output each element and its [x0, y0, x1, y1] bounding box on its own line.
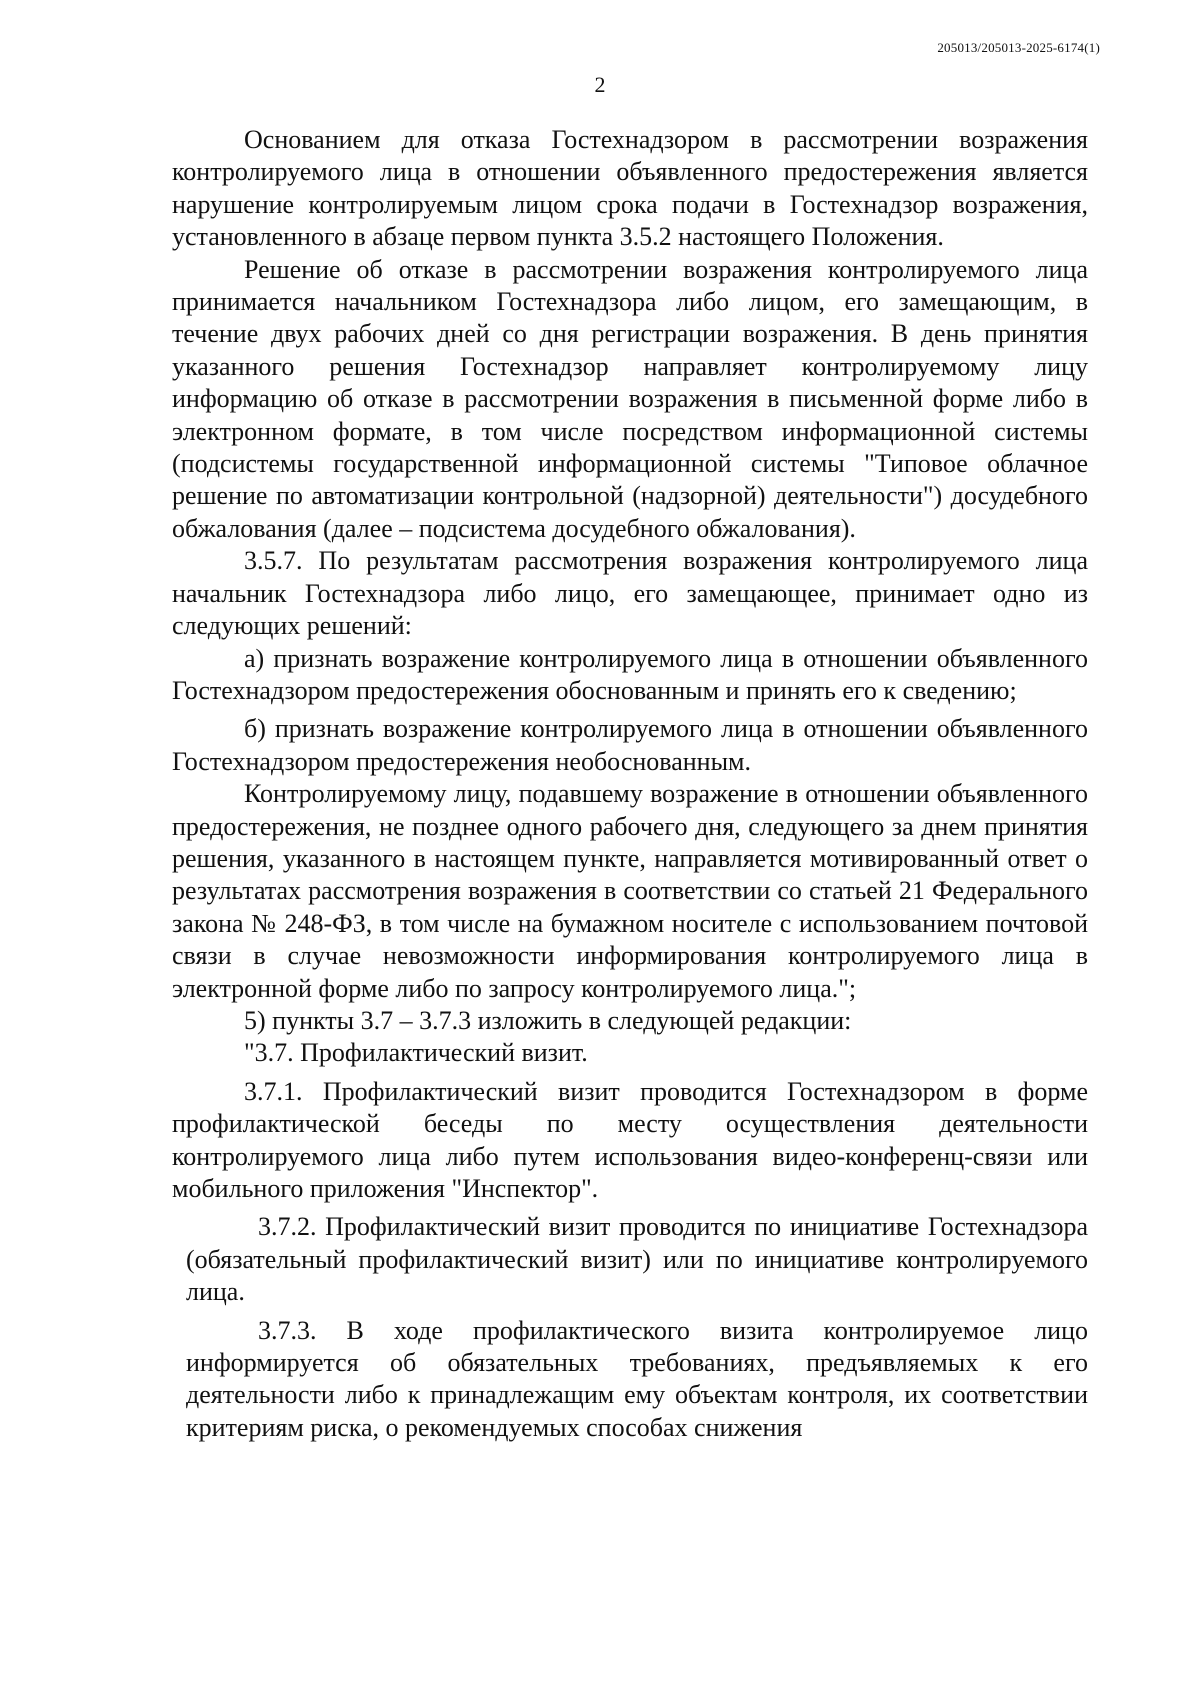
paragraph-3-7-1: 3.7.1. Профилактический визит проводится Гостехнадзором в форме профилактической беседы по месту осуществления деятельности контролируемого лица либо путем использования видео-конференц-связи или мобильного приложения "Инспектор".: [172, 1076, 1088, 1203]
paragraph-3-7-2: 3.7.2. Профилактический визит проводится по инициативе Гостехнадзора (обязательный профилактический визит) или по инициативе контролируемого лица.: [186, 1212, 1088, 1307]
paragraph-3-5-7: 3.5.7. По результатам рассмотрения возражения контролируемого лица начальник Гостехнадзора либо лицо, его замещающее, принимает одно из следующих решений:: [172, 546, 1088, 641]
paragraph-option-b: б) признать возражение контролируемого лица в отношении объявленного Гостехнадзором предостережения необоснованным.: [172, 714, 1088, 776]
page-number: 2: [594, 72, 606, 97]
paragraph-option-a: а) признать возражение контролируемого лица в отношении объявленного Гостехнадзором предостережения обоснованным и принять его к сведению;: [172, 643, 1088, 705]
paragraph-reasoned-response: Контролируемому лицу, подавшему возражение в отношении объявленного предостережения, не позднее одного рабочего дня, следующего за днем принятия решения, указанного в настоящем пункте, направляется мотивированный ответ о результатах рассмотрения возражения в соответствии со статьей 21 Федерального закона № 248-ФЗ, в том числе на бумажном носителе с использованием почтовой связи в случае невозможности информирования контролируемого лица в электронной форме либо по запросу контролируемого лица.";: [172, 779, 1088, 1003]
document-registration-number: 205013/205013-2025-6174(1): [937, 40, 1100, 55]
paragraph-refusal-decision: Решение об отказе в рассмотрении возражения контролируемого лица принимается начальником Гостехнадзора либо лицом, его замещающим, в течение двух рабочих дней со дня регистрации возражения. В день принятия указанного решения Гостехнадзор направляет контролируемому лицу информацию об отказе в рассмотрении возражения в письменной форме либо в электронном формате, в том числе посредством информационной системы (подсистемы государственной информационной системы "Типовое облачное решение по автоматизации контрольной (надзорной) деятельности") досудебного обжалования (далее – подсистема досудебного обжалования).: [172, 254, 1088, 543]
paragraph-refusal-grounds: Основанием для отказа Гостехнадзором в рассмотрении возражения контролируемого лица в отношении объявленного предостережения является нарушение контролируемым лицом срока подачи в Гостехнадзор возражения, установленного в абзаце первом пункта 3.5.2 настоящего Положения.: [172, 125, 1088, 252]
paragraph-item-5: 5) пункты 3.7 – 3.7.3 изложить в следующей редакции:: [244, 1005, 852, 1035]
paragraph-3-7-heading: "3.7. Профилактический визит.: [244, 1038, 588, 1068]
document-body: [172, 124, 1088, 1444]
paragraph-3-7-3: 3.7.3. В ходе профилактического визита контролируемое лицо информируется об обязательных требованиях, предъявляемых к его деятельности либо к принадлежащим ему объектам контроля, их соответствии критериям риска, о рекомендуемых способах снижения: [186, 1315, 1088, 1442]
